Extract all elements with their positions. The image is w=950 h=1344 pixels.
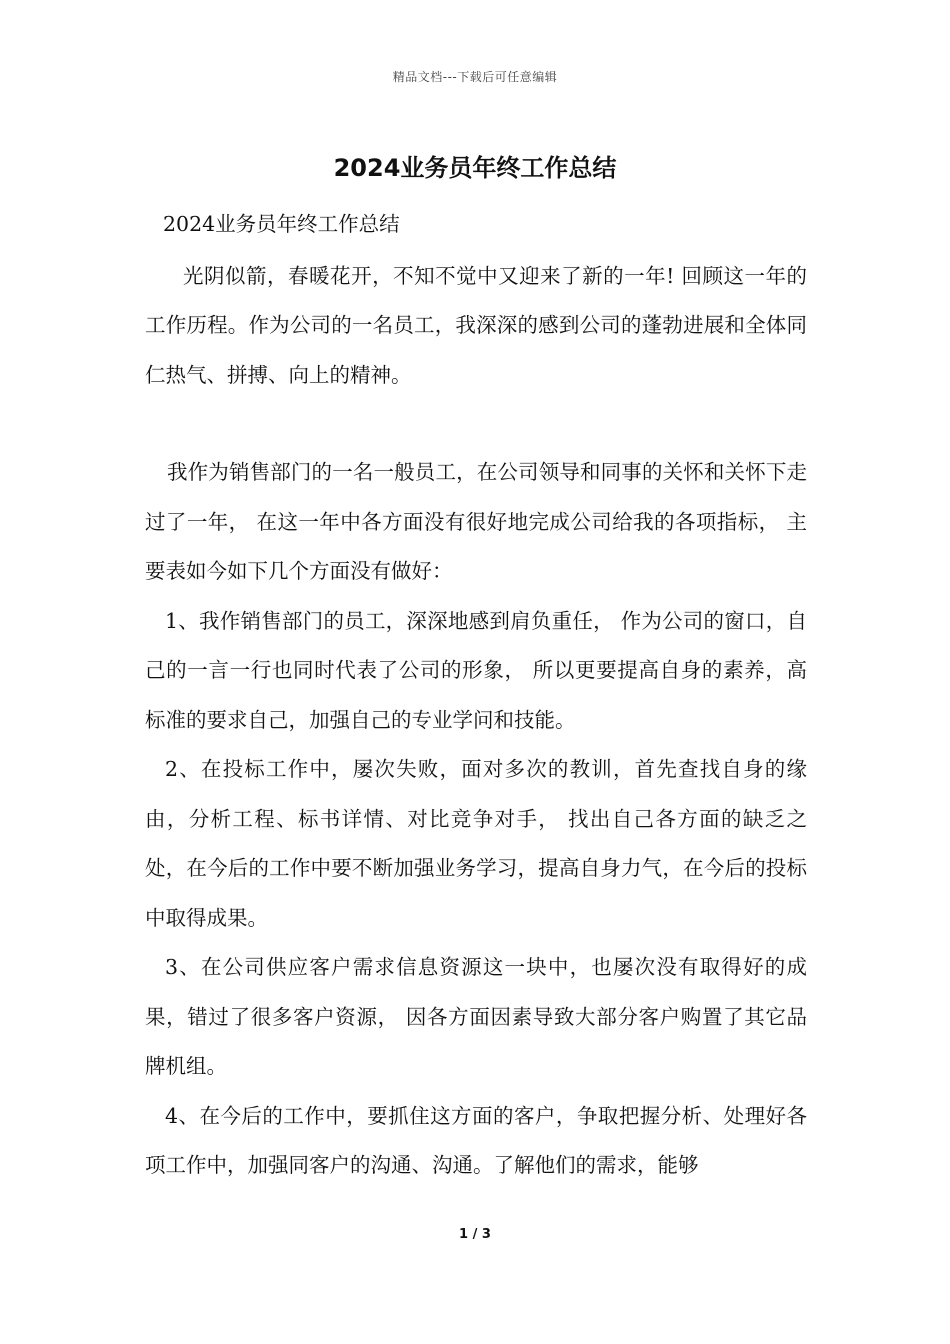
list-item-1: 1、我作销售部门的员工，深深地感到肩负重任， 作为公司的窗口，自己的一言一行也同时代表了公司的形象， 所以更要提高自身的素养，高标准的要求自己，加强自己的专业学问和技能。 <box>145 608 807 732</box>
document-body <box>145 200 807 1191</box>
body-paragraph: 我作为销售部门的一名一般员工，在公司领导和同事的关怀和关怀下走过了一年， 在这一年中各方面没有很好地完成公司给我的各项指标， 主要表如今如下几个方面没有做好： <box>145 460 807 583</box>
list-item-3: 3、在公司供应客户需求信息资源这一块中，也屡次没有取得好的成果，错过了很多客户资源， 因各方面因素导致大部分客户购置了其它品牌机组。 <box>145 955 807 1078</box>
page-number: 1 / 3 <box>459 1227 491 1242</box>
list-item-2: 2、在投标工作中，屡次失败，面对多次的教训，首先查找自身的缘由，分析工程、标书详情、对比竞争对手， 找出自己各方面的缺乏之处，在今后的工作中要不断加强业务学习，提高自身力气，在今后的投标中取得成果。 <box>145 757 807 930</box>
header-note: 精品文档---下载后可任意编辑 <box>392 70 558 84</box>
document-title: 2024业务员年终工作总结 <box>333 154 617 182</box>
document-subtitle: 2024业务员年终工作总结 <box>163 212 400 236</box>
intro-paragraph: 光阴似箭，春暖花开，不知不觉中又迎来了新的一年! 回顾这一年的工作历程。作为公司的一名员工，我深深的感到公司的蓬勃进展和全体同仁热气、拼搏、向上的精神。 <box>145 263 807 387</box>
paragraph-gap <box>145 400 807 448</box>
list-item-4: 4、在今后的工作中，要抓住这方面的客户，争取把握分析、处理好各项工作中，加强同客户的沟通、沟通。了解他们的需求，能够 <box>145 1103 807 1177</box>
